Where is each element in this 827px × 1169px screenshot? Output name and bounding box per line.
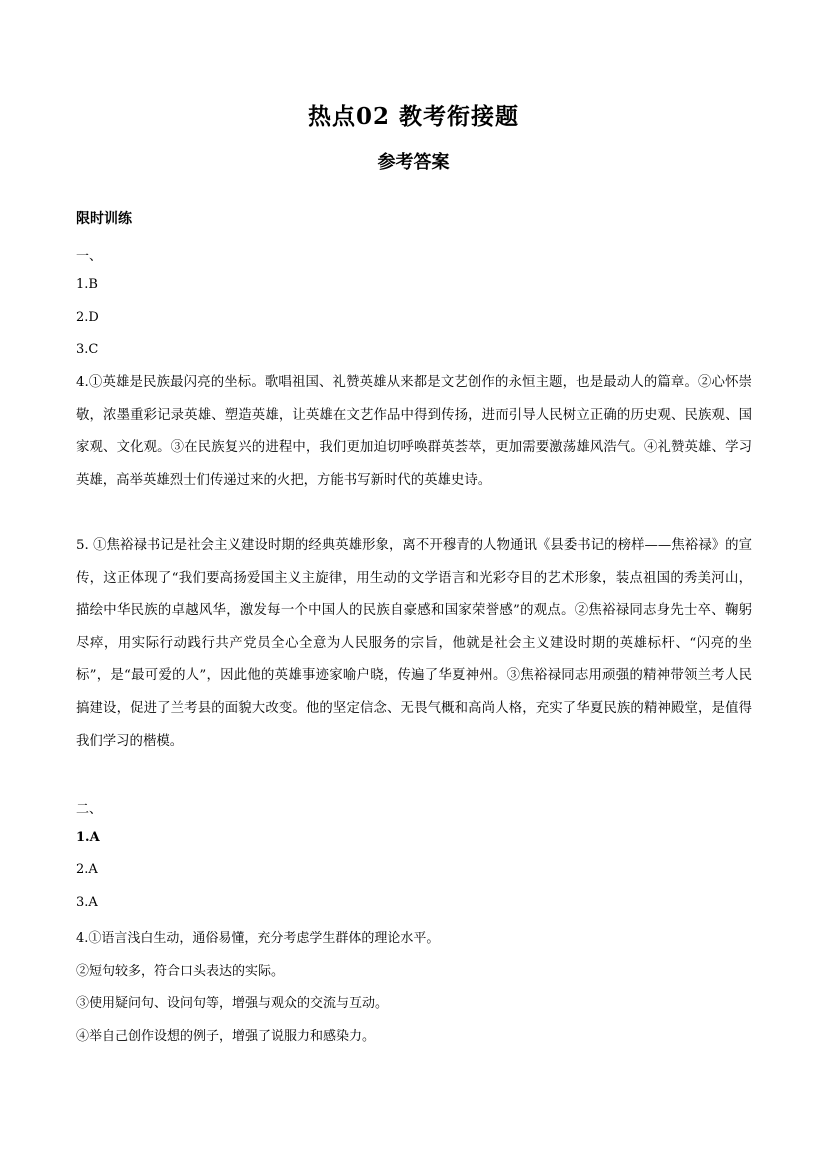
page-title: 热点02 教考衔接题 xyxy=(307,103,519,130)
part-one-label: 一、 xyxy=(76,249,103,264)
part-two-answer-4-point-2: ②短句较多，符合口头表达的实际。 xyxy=(76,964,285,979)
part-two-answer-2: 2.A xyxy=(76,862,98,877)
part-two-answer-1: 1.A xyxy=(76,830,100,845)
part-two-label: 二、 xyxy=(76,802,103,817)
section-heading: 限时训练 xyxy=(76,211,132,227)
answer-2: 2.D xyxy=(76,310,99,325)
part-two-answer-4-point-4: ④举自己创作设想的例子，增强了说服力和感染力。 xyxy=(76,1029,376,1044)
answer-4-paragraph: 4.①英雄是民族最闪亮的坐标。歌唱祖国、礼赞英雄从来都是文艺创作的永恒主题，也是最动人的篇章。②心怀崇敬，浓墨重彩记录英雄、塑造英雄，让英雄在文艺作品中得到传扬，进而引导人民树立正确的历史观、民族观、国家观、文化观。③在民族复兴的进程中，我们更加迫切呼唤群英荟萃，更加需要激荡雄风浩气。④礼赞英雄、学习英雄，高举英雄烈士们传递过来的火把，方能书写新时代的英雄史诗。 xyxy=(76,375,752,488)
page-subtitle: 参考答案 xyxy=(377,152,450,173)
answer-1: 1.B xyxy=(76,277,98,292)
part-two-answer-4-point-3: ③使用疑问句、设问句等，增强与观众的交流与互动。 xyxy=(76,996,389,1011)
answer-3: 3.C xyxy=(76,342,99,357)
answer-5-paragraph: 5. ①焦裕禄书记是社会主义建设时期的经典英雄形象，离不开穆青的人物通讯《县委书记的榜样——焦裕禄》的宣传，这正体现了“我们要高扬爱国主义主旋律，用生动的文学语言和光彩夺目的艺术形象，装点祖国的秀美河山，描绘中华民族的卓越风华，激发每一个中国人的民族自豪感和国家荣誉感”的观点。②焦裕禄同志身先士卒、鞠躬尽瘁，用实际行动践行共产党员全心全意为人民服务的宗旨，他就是社会主义建设时期的英雄标杆、“闪亮的坐标”，是“最可爱的人”，因此他的英雄事迹家喻户晓，传遍了华夏神州。③焦裕禄同志用顽强的精神带领兰考人民搞建设，促进了兰考县的面貌大改变。他的坚定信念、无畏气概和高尚人格，充实了华夏民族的精神殿堂，是值得我们学习的楷模。 xyxy=(76,538,752,749)
part-two-answer-3: 3.A xyxy=(76,895,98,910)
part-two-answer-4-point-1: 4.①语言浅白生动，通俗易懂，充分考虑学生群体的理论水平。 xyxy=(76,931,440,946)
